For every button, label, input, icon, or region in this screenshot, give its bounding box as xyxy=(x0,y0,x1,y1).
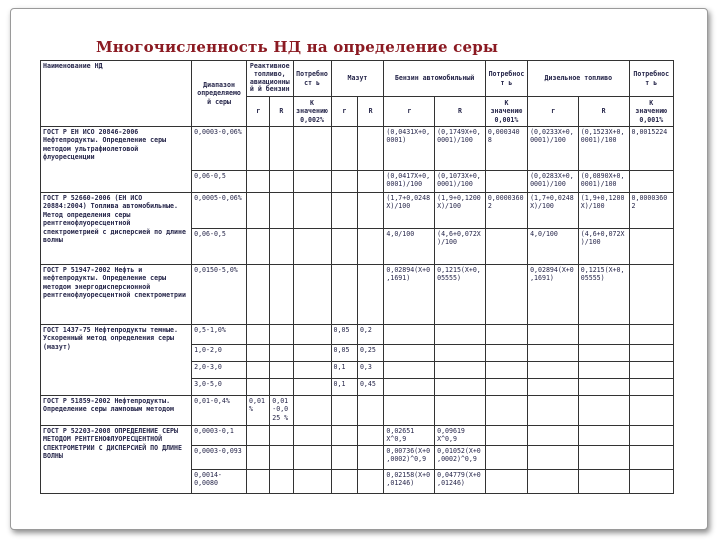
gasoline-R: 0,04779(Х+0,01246) xyxy=(435,469,486,493)
sub-header-r: r xyxy=(384,97,435,127)
diesel-r: (1,7+0,0248X)/100 xyxy=(528,193,579,229)
mazut-R: 0,2 xyxy=(357,325,383,345)
range-cell: 0,01-0,4% xyxy=(192,396,247,426)
range-cell: 0,0150-5,0% xyxy=(192,265,247,325)
range-cell: 3,0-5,0 xyxy=(192,379,247,396)
sub-header-diesel-need: К значению 0,001% xyxy=(629,97,673,127)
diesel-R: (4,6+0,072X)/100 xyxy=(578,229,629,265)
gasoline-R: 0,01052(Х+0,0002)^0,9 xyxy=(435,445,486,469)
diesel-need: 0,0000360 2 xyxy=(629,193,673,229)
diesel-R: (1,9+0,1200X)/100 xyxy=(578,193,629,229)
fuel-R: 0,01-0,025 % xyxy=(270,396,293,426)
col-header-fuel-group: Реактивное топливо, авиационный й бензин xyxy=(247,61,293,97)
diesel-need: 0,0015224 xyxy=(629,127,673,171)
range-cell: 0,06-0,5 xyxy=(192,171,247,193)
mazut-R: 0,25 xyxy=(357,345,383,362)
method-name: ГОСТ Р 51859-2002 Нефтепродукты. Определение серы ламповым методом xyxy=(41,396,192,426)
col-header-diesel-need: Потребност ь xyxy=(629,61,673,97)
gasoline-r: 0,02894(X+0,1691) xyxy=(384,265,435,325)
diesel-r: 4,0/100 xyxy=(528,229,579,265)
mazut-R: 0,3 xyxy=(357,362,383,379)
gasoline-r: 4,0/100 xyxy=(384,229,435,265)
gasoline-R: (4,6+0,072X)/100 xyxy=(435,229,486,265)
fuel-r: 0,01 % xyxy=(247,396,270,426)
method-name: ГОСТ Р 52660-2006 (ЕН ИСО 20884:2004) Топлива автомобильные. Метод определения серы рентгенофлуоресцентной спектрометрией с дисперсией по длине волны xyxy=(41,193,192,265)
table-row xyxy=(41,426,674,446)
diesel-R: (0,1523X+0,0001)/100 xyxy=(578,127,629,171)
slide-title: Многочисленность НД на определение серы xyxy=(96,38,499,56)
method-name: ГОСТ Р ЕН ИСО 20846-2006 Нефтепродукты. Определение серы методом ультрафиолетовой флуоресценции xyxy=(41,127,192,193)
sub-header-R: R xyxy=(578,97,629,127)
range-cell: 0,0005-0,06% xyxy=(192,193,247,229)
range-cell: 0,0014-0,0080 xyxy=(192,469,247,493)
gasoline-r: (0,0431X+0,0001) xyxy=(384,127,435,171)
mazut-r: 0,1 xyxy=(331,362,357,379)
range-cell: 2,0-3,0 xyxy=(192,362,247,379)
col-header-gasoline-need: Потребност ь xyxy=(485,61,527,97)
table-row xyxy=(41,396,674,426)
gasoline-r: 0,02651 Х^0,9 xyxy=(384,426,435,446)
gasoline-r: (1,7+0,0248X)/100 xyxy=(384,193,435,229)
range-cell: 0,0003-0,1 xyxy=(192,426,247,446)
sub-header-r: r xyxy=(247,97,270,127)
sub-header-R: R xyxy=(270,97,293,127)
gasoline-need: 0,000340 8 xyxy=(485,127,527,171)
range-cell: 0,5-1,0% xyxy=(192,325,247,345)
col-header-range: Диапазон определяемо й серы xyxy=(192,61,247,127)
range-cell: 0,0003-0,06% xyxy=(192,127,247,171)
gasoline-R: (0,1073X+0,0001)/100 xyxy=(435,171,486,193)
col-header-mazut: Мазут xyxy=(331,61,384,97)
range-cell: 0,06-0,5 xyxy=(192,229,247,265)
diesel-R: (0,0890X+0,0001)/100 xyxy=(578,171,629,193)
mazut-r: 0,05 xyxy=(331,325,357,345)
col-header-name: Наименование НД xyxy=(41,61,192,127)
table-wrapper xyxy=(40,60,674,494)
col-header-gasoline: Бензин автомобильный xyxy=(384,61,485,97)
range-cell: 0,0003-0,093 xyxy=(192,445,247,469)
sub-header-r: r xyxy=(331,97,357,127)
methods-table xyxy=(40,60,674,494)
gasoline-R: 0,09619 Х^0,9 xyxy=(435,426,486,446)
table-row xyxy=(41,325,674,345)
gasoline-r: 0,02158(Х+0,01246) xyxy=(384,469,435,493)
method-name: ГОСТ Р 51947-2002 Нефть и нефтепродукты. Определение серы методом энергодисперсионной рентгенофлуоресцентной спектрометрии xyxy=(41,265,192,325)
mazut-R: 0,45 xyxy=(357,379,383,396)
diesel-R: 0,1215(X+0,05555) xyxy=(578,265,629,325)
method-name: ГОСТ Р 52203-2008 ОПРЕДЕЛЕНИЕ СЕРЫ МЕТОДОМ РЕНТГЕНОФЛУОРЕСЦЕНТНОЙ СПЕКТРОМЕТРИИ С ДИСПЕРСИЕЙ ПО ДЛИНЕ ВОЛНЫ xyxy=(41,426,192,494)
gasoline-r: (0,0417X+0,0001)/100 xyxy=(384,171,435,193)
gasoline-R: 0,1215(X+0,05555) xyxy=(435,265,486,325)
range-cell: 1,0-2,0 xyxy=(192,345,247,362)
method-name: ГОСТ 1437-75 Нефтепродукты темные. Ускоренный метод определения серы (мазут) xyxy=(41,325,192,396)
mazut-r: 0,05 xyxy=(331,345,357,362)
col-header-fuel-need: Потребност ь xyxy=(293,61,331,97)
diesel-r: 0,02894(X+0,1691) xyxy=(528,265,579,325)
sub-header-gasoline-need: К значению 0,001% xyxy=(485,97,527,127)
gasoline-R: (0,1749X+0,0001)/100 xyxy=(435,127,486,171)
table-row xyxy=(41,127,674,171)
sub-header-R: R xyxy=(435,97,486,127)
gasoline-r: 0,00736(Х+0,0002)^0,9 xyxy=(384,445,435,469)
header-row xyxy=(41,61,674,97)
sub-header-r: r xyxy=(528,97,579,127)
diesel-r: (0,0233X+0,0001)/100 xyxy=(528,127,579,171)
sub-header-R: R xyxy=(357,97,383,127)
col-header-diesel: Дизельное топливо xyxy=(528,61,629,97)
sub-header-fuel-need: К значению 0,002% xyxy=(293,97,331,127)
table-row xyxy=(41,265,674,325)
gasoline-need: 0,0000360 2 xyxy=(485,193,527,229)
diesel-r: (0,0283X+0,0001)/100 xyxy=(528,171,579,193)
table-row xyxy=(41,193,674,229)
mazut-r: 0,1 xyxy=(331,379,357,396)
gasoline-R: (1,9+0,1200X)/100 xyxy=(435,193,486,229)
